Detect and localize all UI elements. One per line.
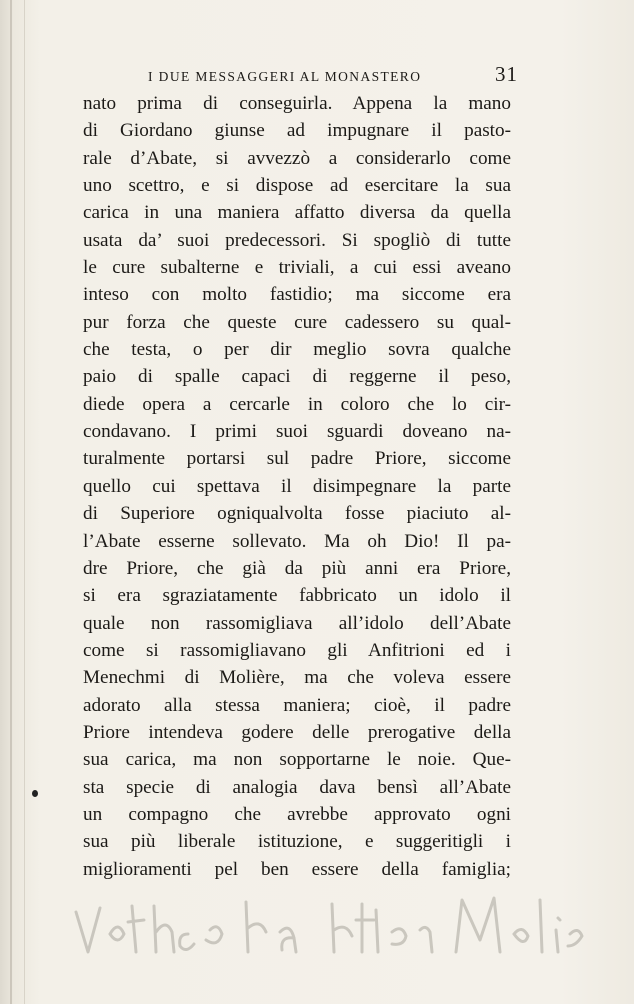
text-line: carica in una maniera affatto diversa da quella xyxy=(83,202,511,224)
text-line: di Superiore ogniqualvolta fosse piaciuto al- xyxy=(83,503,511,525)
page-gutter-line xyxy=(24,0,25,1004)
text-line: di Giordano giunse ad impugnare il pasto- xyxy=(83,120,511,142)
text-line: Priore intendeva godere delle prerogative della xyxy=(83,721,511,743)
text-line: inteso con molto fastidio; ma siccome era xyxy=(83,284,511,306)
running-title: I DUE MESSAGGERI AL MONASTERO xyxy=(148,69,422,84)
text-line: pur forza che queste cure cadessero su qual- xyxy=(83,311,511,333)
text-line: adorato alla stessa maniera; cioè, il padre xyxy=(83,694,511,716)
text-line: come si rassomigliavano gli Anfitrioni ed i xyxy=(83,639,511,661)
text-line: condavano. I primi suoi sguardi doveano na- xyxy=(83,421,511,443)
page-header xyxy=(148,62,518,87)
text-line: Menechmi di Molière, ma che voleva essere xyxy=(83,667,511,689)
text-line: si era sgraziatamente fabbricato un idolo il xyxy=(83,585,511,607)
text-line: sua carica, ma non sopportarne le noie. Que- xyxy=(83,749,511,771)
text-line: sua più liberale istituzione, e suggeritigli i xyxy=(83,831,511,853)
text-line: nato prima di conseguirla. Appena la mano xyxy=(83,93,511,114)
text-line: rale d’Abate, si avvezzò a considerarlo come xyxy=(83,147,511,169)
text-line: un compagno che avrebbe approvato ogni xyxy=(83,803,511,825)
text-line: l’Abate esserne sollevato. Ma oh Dio! Il pa- xyxy=(83,530,511,552)
ink-spot xyxy=(32,790,38,797)
text-line: miglioramenti pel ben essere della famiglia; xyxy=(83,858,511,880)
handwritten-annotation xyxy=(70,890,590,970)
body-text xyxy=(83,90,511,883)
handwriting-text: Vedi Anche la lettera Molière xyxy=(70,969,82,970)
text-line: quale non rassomigliava all’idolo dell’Abate xyxy=(83,612,511,634)
text-line: uno scettro, e si dispose ad esercitare la sua xyxy=(83,175,511,197)
text-line: sta specie di analogia dava bensì all’Abate xyxy=(83,776,511,798)
text-line: turalmente portarsi sul padre Priore, siccome xyxy=(83,448,511,470)
text-line: che testa, o per dir meglio sovra qualche xyxy=(83,339,511,361)
text-line: quello cui spettava il disimpegnare la parte xyxy=(83,475,511,497)
text-line: usata da’ suoi predecessori. Si spogliò di tutte xyxy=(83,229,511,251)
text-line: dre Priore, che già da più anni era Priore, xyxy=(83,557,511,579)
text-line: le cure subalterne e triviali, a cui essi aveano xyxy=(83,257,511,279)
page-number: 31 xyxy=(495,62,518,86)
page-gutter-shadow xyxy=(10,0,12,1004)
text-line: paio di spalle capaci di reggerne il peso, xyxy=(83,366,511,388)
text-line: diede opera a cercarle in coloro che lo cir- xyxy=(83,393,511,415)
